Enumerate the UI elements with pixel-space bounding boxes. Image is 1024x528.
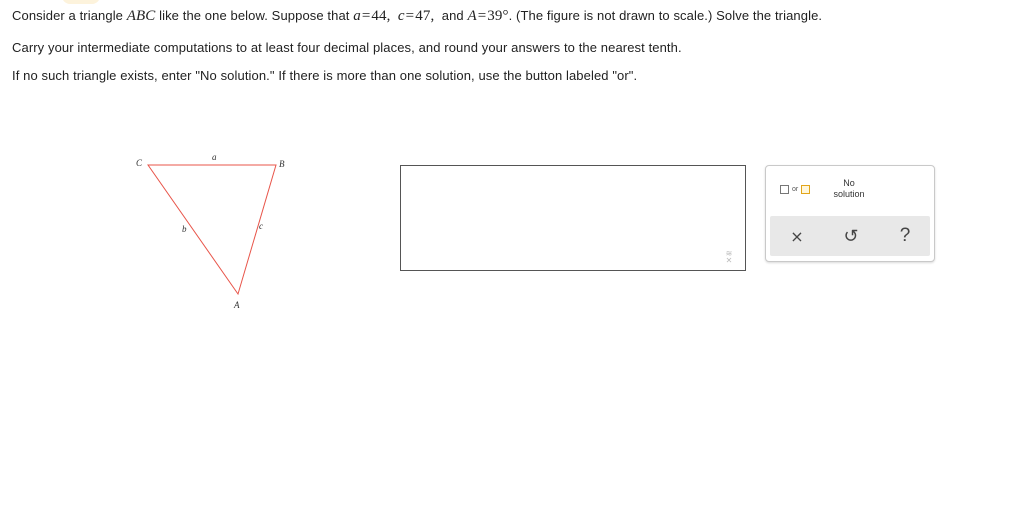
- triangle-figure: [128, 150, 298, 316]
- triangle-shape: [148, 165, 276, 294]
- no-solution-label-line1: No: [843, 178, 855, 188]
- no-solution-label-line2: solution: [833, 189, 865, 199]
- side-label-c: c: [259, 221, 263, 231]
- intro-text: Consider a triangle: [12, 8, 124, 23]
- undo-icon[interactable]: ↺: [843, 225, 859, 246]
- side-label-b: b: [182, 224, 187, 234]
- or-right-box-icon: [801, 185, 810, 194]
- top-tab-hint: [62, 0, 100, 4]
- keyboard-toggle-icon[interactable]: ≋ ✕: [725, 249, 733, 265]
- or-left-box-icon: [780, 185, 789, 194]
- vertex-label-C: C: [136, 158, 143, 168]
- clear-icon[interactable]: ×: [790, 226, 804, 246]
- side-label-a: a: [212, 152, 217, 162]
- var-angle-A: A: [467, 8, 477, 24]
- help-icon[interactable]: ?: [899, 225, 911, 246]
- answer-input-area[interactable]: [400, 165, 746, 271]
- instruction-rounding: Carry your intermediate computations to at least four decimal places, and round your answers to the nearest tenth.: [12, 40, 682, 55]
- problem-mid-text: like the one below. Suppose that: [159, 8, 350, 23]
- instruction-no-solution: If no such triangle exists, enter "No solution." If there is more than one solution, use the button labeled "or".: [12, 68, 638, 83]
- var-a: a: [353, 8, 361, 24]
- problem-tail-text: . (The figure is not drawn to scale.) Solve the triangle.: [508, 8, 823, 23]
- no-solution-button[interactable]: [826, 178, 872, 200]
- or-label: or: [792, 185, 799, 193]
- var-c: c: [397, 8, 405, 24]
- problem-statement: Consider a triangle ABC like the one below. Suppose that a=44, c=47, and A=39°. (The figure is not drawn to scale.) Solve the triangle.: [12, 8, 823, 24]
- or-button[interactable]: [780, 182, 810, 196]
- toolbox-actions: [770, 216, 930, 256]
- answer-toolbox: [765, 165, 935, 262]
- vertex-label-A: A: [234, 300, 240, 310]
- value-c: 47: [415, 8, 431, 24]
- vertex-label-B: B: [279, 159, 285, 169]
- triangle-name: ABC: [126, 8, 156, 24]
- value-angle-A: 39°: [487, 8, 509, 24]
- value-a: 44: [371, 8, 387, 24]
- and-text: and: [441, 8, 464, 23]
